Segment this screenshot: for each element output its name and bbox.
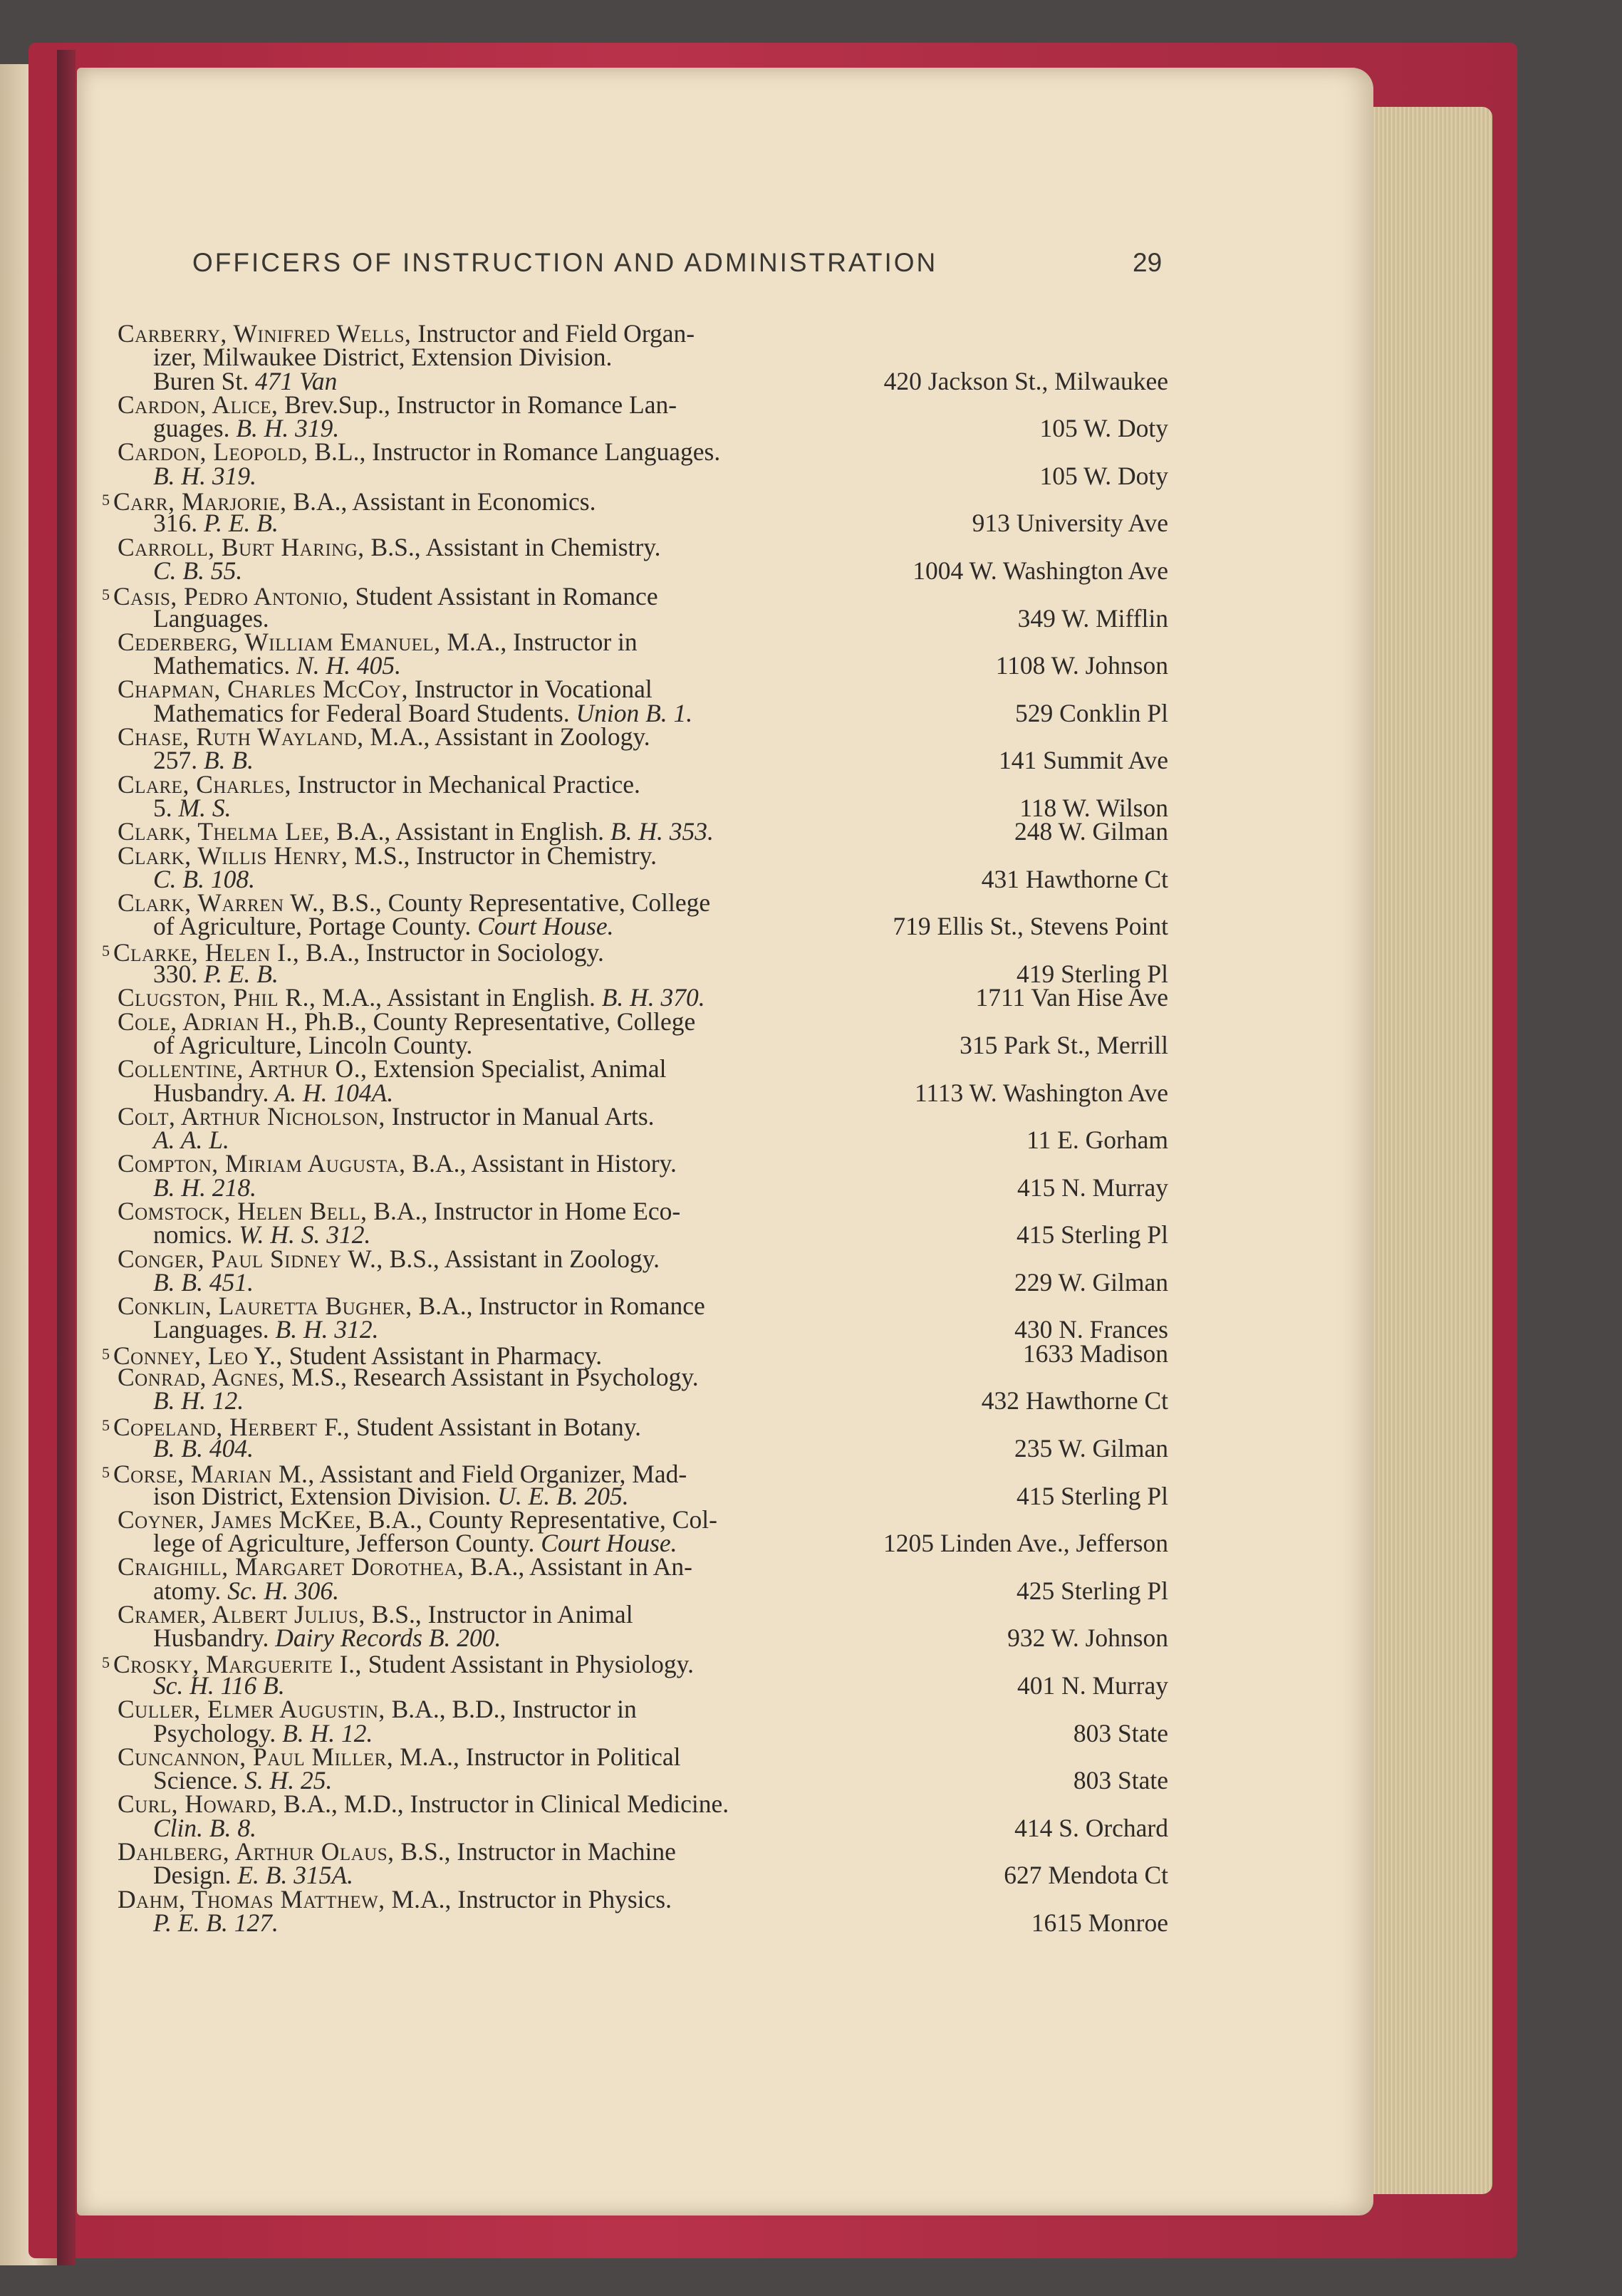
entry-description: B.S., Instructor in Machine (394, 1837, 676, 1866)
office-location: N. H. 405. (290, 651, 402, 680)
office-location: C. B. 108. (153, 864, 255, 893)
person-name: Conrad, Agnes, (118, 1363, 286, 1392)
directory-entry (118, 1007, 1168, 1059)
home-address: 932 W. Johnson (1007, 1624, 1168, 1653)
directory-entry (118, 1884, 1168, 1937)
person-name: Clare, Charles, (118, 769, 291, 799)
office-location: B. H. 319. (229, 414, 340, 443)
home-address: 420 Jackson St., Milwaukee (883, 366, 1168, 395)
entry-description: guages. (153, 414, 230, 443)
entry-description: Student Assistant in Romance (348, 582, 658, 611)
directory-entry (118, 1363, 1168, 1415)
directory-entry (118, 817, 1168, 846)
entry-description: Languages. (153, 1315, 269, 1344)
home-address: 419 Sterling Pl (1016, 960, 1168, 989)
directory-entry (118, 769, 1168, 822)
entry-description: atomy. (153, 1576, 222, 1605)
directory-entry (118, 437, 1168, 490)
directory-entry (118, 1600, 1168, 1653)
home-address: 430 N. Frances (1014, 1315, 1168, 1344)
office-location: A. H. 104A. (269, 1078, 394, 1107)
entry-description: M.A., Instructor in (440, 627, 638, 656)
entry-description: Student Assistant in Physiology. (361, 1649, 695, 1678)
directory-entry (102, 1460, 1168, 1510)
person-name: Comstock, Helen Bell, (118, 1196, 368, 1225)
entry-description: Languages. (153, 603, 269, 633)
home-address: 1615 Monroe (1031, 1908, 1168, 1937)
home-address: 414 S. Orchard (1014, 1813, 1168, 1842)
directory-entry (102, 582, 1168, 633)
person-name: Culler, Elmer Augustin, (118, 1695, 385, 1724)
entry-description: B.A., Assistant in An- (464, 1552, 692, 1581)
entry-description: Science. (153, 1766, 239, 1795)
person-name: Clarke, Helen I., (113, 937, 300, 967)
entry-description: Instructor in Manual Arts. (385, 1101, 655, 1131)
person-name: Copeland, Herbert F., (113, 1412, 350, 1441)
office-location: B. H. 370. (595, 983, 705, 1012)
directory-entry (118, 1837, 1168, 1890)
entry-description: izer, Milwaukee District, Extension Division. (153, 343, 613, 372)
directory-entries (102, 319, 1168, 1937)
entry-description: B.A., Assistant in English. (330, 817, 605, 846)
entry-description: Mathematics. (153, 651, 291, 680)
entry-description: nomics. (153, 1220, 233, 1250)
home-address: 529 Conklin Pl (1014, 698, 1168, 727)
person-name: Cardon, Leopold, (118, 437, 308, 467)
office-location: Dairy Records B. 200. (269, 1624, 501, 1653)
entry-description: B.A., B.D., Instructor in (385, 1695, 637, 1724)
entry-description: 316. (153, 509, 198, 538)
home-address: 1004 W. Washington Ave (913, 556, 1168, 585)
home-address: 415 Sterling Pl (1016, 1481, 1168, 1510)
page-edges (1353, 107, 1492, 2194)
person-name: Chapman, Charles McCoy, (118, 675, 408, 704)
person-name: Collentine, Arthur O., (118, 1054, 368, 1084)
footnote-marker: 5 (102, 491, 110, 509)
directory-entry (102, 1412, 1168, 1463)
entry-description: B.A., Assistant in History. (405, 1149, 677, 1178)
entry-description: Instructor and Field Organ- (411, 319, 695, 348)
person-name: Clark, Thelma Lee, (118, 817, 331, 846)
person-name: Cederberg, William Emanuel, (118, 627, 441, 656)
office-location: E. B. 315A. (231, 1861, 354, 1890)
person-name: Dahm, Thomas Matthew, (118, 1884, 385, 1913)
home-address: 105 W. Doty (1039, 414, 1168, 443)
home-address: 425 Sterling Pl (1016, 1576, 1168, 1605)
entry-description: Husbandry. (153, 1078, 269, 1107)
home-address: 315 Park St., Merrill (960, 1030, 1168, 1059)
person-name: Cuncannon, Paul Miller, (118, 1742, 394, 1771)
home-address: 118 W. Wilson (1019, 793, 1168, 822)
home-address: 229 W. Gilman (1014, 1267, 1168, 1297)
entry-description: Brev.Sup., Instructor in Romance Lan- (278, 390, 677, 419)
directory-entry (118, 1789, 1168, 1842)
person-name: Chase, Ruth Wayland, (118, 722, 364, 752)
office-location: A. A. L. (153, 1126, 229, 1155)
person-name: Dahlberg, Arthur Olaus, (118, 1837, 395, 1866)
office-location: B. H. 319. (153, 461, 256, 490)
entry-description: Design. (153, 1861, 232, 1890)
entry-description: Psychology. (153, 1718, 276, 1747)
entry-description: Mathematics for Federal Board Students. (153, 698, 570, 727)
home-address: 415 N. Murray (1017, 1173, 1168, 1202)
office-location: B. B. 404. (153, 1433, 254, 1463)
entry-description: Assistant and Field Organizer, Mad- (314, 1460, 687, 1489)
entry-description: Student Assistant in Botany. (350, 1412, 642, 1441)
directory-entry (118, 1149, 1168, 1202)
home-address: 1108 W. Johnson (995, 651, 1168, 680)
office-location: B. H. 353. (604, 817, 714, 846)
person-name: Conger, Paul Sidney W., (118, 1244, 383, 1273)
entry-description: B.S., County Representative, College (325, 888, 711, 918)
directory-entry (118, 677, 1168, 725)
office-location: B. H. 12. (276, 1718, 373, 1747)
directory-entry (102, 1339, 1168, 1370)
home-address: 627 Mendota Ct (1004, 1861, 1168, 1890)
home-address: 1711 Van Hise Ave (975, 983, 1168, 1012)
office-location: U. E. B. 205. (491, 1481, 629, 1510)
footnote-marker: 5 (102, 1653, 110, 1671)
person-name: Casis, Pedro Antonio, (113, 582, 349, 611)
footnote-marker: 5 (102, 1463, 110, 1482)
entry-description: B.A., County Representative, Col- (361, 1505, 717, 1534)
directory-entry (118, 627, 1168, 680)
home-address: 401 N. Murray (1017, 1671, 1168, 1700)
person-name: Clark, Warren W., (118, 888, 326, 918)
home-address: 105 W. Doty (1039, 461, 1168, 490)
entry-description: 257. (153, 746, 198, 775)
directory-entry (118, 1505, 1168, 1558)
directory-entry (118, 983, 1168, 1012)
office-location: B. B. 451. (153, 1267, 254, 1297)
entry-description: M.A., Assistant in Zoology. (363, 722, 650, 752)
footnote-marker: 5 (102, 586, 110, 604)
person-name: Clark, Willis Henry, (118, 841, 348, 870)
office-location: Clin. B. 8. (153, 1813, 256, 1842)
office-location: Court House. (534, 1529, 677, 1558)
directory-entry (118, 888, 1168, 941)
directory-entry (118, 1196, 1168, 1250)
entry-description: of Agriculture, Portage County. (153, 912, 472, 941)
entry-description: B.S., Assistant in Chemistry. (364, 532, 661, 561)
entry-description: ison District, Extension Division. (153, 1481, 492, 1510)
entry-description: M.A., Assistant in English. (316, 983, 596, 1012)
person-name: Carberry, Winifred Wells, (118, 319, 412, 348)
person-name: Crosky, Marguerite I., (113, 1649, 362, 1678)
person-name: Carroll, Burt Haring, (118, 532, 365, 561)
entry-description: M.A., Instructor in Physics. (385, 1884, 672, 1913)
home-address: 803 State (1073, 1766, 1168, 1795)
directory-entry (118, 1552, 1168, 1605)
page-number: 29 (1133, 248, 1163, 277)
home-address: 719 Ellis St., Stevens Point (893, 912, 1168, 941)
person-name: Compton, Miriam Augusta, (118, 1149, 406, 1178)
directory-entry (118, 1101, 1168, 1155)
office-location: B. H. 312. (269, 1315, 379, 1344)
entry-description: B.A., Instructor in Sociology. (299, 937, 604, 967)
entry-description: Husbandry. (153, 1624, 269, 1653)
entry-description: 330. (153, 960, 198, 989)
home-address: 415 Sterling Pl (1016, 1220, 1168, 1250)
directory-entry (118, 1695, 1168, 1747)
home-address: 431 Hawthorne Ct (981, 864, 1168, 893)
directory-entry (118, 1294, 1168, 1342)
directory-entry (118, 319, 1168, 395)
directory-entry (118, 841, 1168, 893)
home-address: 803 State (1073, 1718, 1168, 1747)
home-address: 1113 W. Washington Ave (914, 1078, 1168, 1107)
book-gutter (57, 50, 76, 2265)
home-address: 432 Hawthorne Ct (981, 1386, 1168, 1415)
office-location: Sc. H. 306. (221, 1576, 339, 1605)
footnote-marker: 5 (102, 1344, 110, 1363)
office-location: B. H. 218. (153, 1173, 256, 1202)
office-location: B. H. 12. (153, 1386, 244, 1415)
office-location: M. S. (172, 793, 232, 822)
entry-description: B.A., M.D., Instructor in Clinical Medicine. (277, 1789, 729, 1819)
person-name: Craighill, Margaret Dorothea, (118, 1552, 464, 1581)
office-location: P. E. B. 127. (153, 1908, 279, 1937)
person-name: Coyner, James McKee, (118, 1505, 362, 1534)
entry-description: of Agriculture, Lincoln County. (153, 1030, 473, 1059)
directory-entry (118, 1054, 1168, 1107)
office-location: B. B. (197, 746, 254, 775)
entry-description: M.S., Instructor in Chemistry. (348, 841, 657, 870)
entry-description: M.A., Instructor in Political (393, 1742, 681, 1771)
office-location: Sc. H. 116 B. (153, 1671, 285, 1700)
directory-entry (102, 937, 1168, 989)
home-address: 1205 Linden Ave., Jefferson (883, 1529, 1168, 1558)
entry-description: B.L., Instructor in Romance Languages. (308, 437, 721, 467)
home-address: 1633 Madison (1022, 1339, 1168, 1368)
person-name: Cardon, Alice, (118, 390, 279, 419)
entry-description: Instructor in Mechanical Practice. (291, 769, 640, 799)
office-location: P. E. B. (197, 960, 279, 989)
person-name: Clugston, Phil R., (118, 983, 316, 1012)
office-location: 471 Van (249, 366, 338, 395)
footnote-marker: 5 (102, 1415, 110, 1434)
entry-description: lege of Agriculture, Jefferson County. (153, 1529, 535, 1558)
office-location: Union B. 1. (569, 698, 693, 727)
person-name: Conklin, Lauretta Bugher, (118, 1292, 412, 1321)
entry-description: Ph.B., County Representative, College (298, 1007, 696, 1036)
office-location: W. H. S. 312. (232, 1220, 371, 1250)
directory-entry (102, 487, 1168, 538)
person-name: Colt, Arthur Nicholson, (118, 1101, 385, 1131)
footnote-marker: 5 (102, 941, 110, 960)
home-address: 349 W. Mifflin (1017, 603, 1168, 633)
person-name: Corse, Marian M., (113, 1460, 315, 1489)
directory-entry (118, 390, 1168, 443)
entry-description: B.S., Assistant in Zoology. (383, 1244, 660, 1273)
entry-description: M.S., Research Assistant in Psychology. (285, 1363, 699, 1392)
office-location: Court House. (471, 912, 614, 941)
entry-description: Extension Specialist, Animal (367, 1054, 667, 1084)
directory-entry (118, 1742, 1168, 1795)
person-name: Conney, Leo Y., (113, 1341, 283, 1370)
directory-entry (118, 722, 1168, 775)
entry-description: Buren St. (153, 366, 249, 395)
entry-description: 5. (153, 793, 172, 822)
directory-entry (118, 532, 1168, 585)
directory-entry (102, 1649, 1168, 1700)
entry-description: B.A., Instructor in Home Eco- (367, 1196, 681, 1225)
entry-description: B.S., Instructor in Animal (365, 1600, 633, 1629)
office-location: P. E. B. (197, 509, 279, 538)
office-location: S. H. 25. (238, 1766, 333, 1795)
directory-entry (118, 1244, 1168, 1297)
person-name: Cramer, Albert Julius, (118, 1600, 365, 1629)
person-name: Curl, Howard, (118, 1789, 278, 1819)
person-name: Carr, Marjorie, (113, 487, 287, 516)
running-header: OFFICERS OF INSTRUCTION AND ADMINISTRATION (192, 248, 938, 277)
entry-description: Student Assistant in Pharmacy. (282, 1341, 603, 1370)
home-address: 913 University Ave (972, 509, 1168, 538)
home-address: 248 W. Gilman (1014, 817, 1168, 846)
entry-description: B.A., Assistant in Economics. (286, 487, 596, 516)
entry-description: B.A., Instructor in Romance (412, 1292, 705, 1321)
entry-description: Instructor in Vocational (407, 675, 653, 704)
person-name: Cole, Adrian H., (118, 1007, 298, 1036)
home-address: 11 E. Gorham (1026, 1126, 1168, 1155)
home-address: 141 Summit Ave (999, 746, 1168, 775)
office-location: C. B. 55. (153, 556, 243, 585)
home-address: 235 W. Gilman (1014, 1433, 1168, 1463)
